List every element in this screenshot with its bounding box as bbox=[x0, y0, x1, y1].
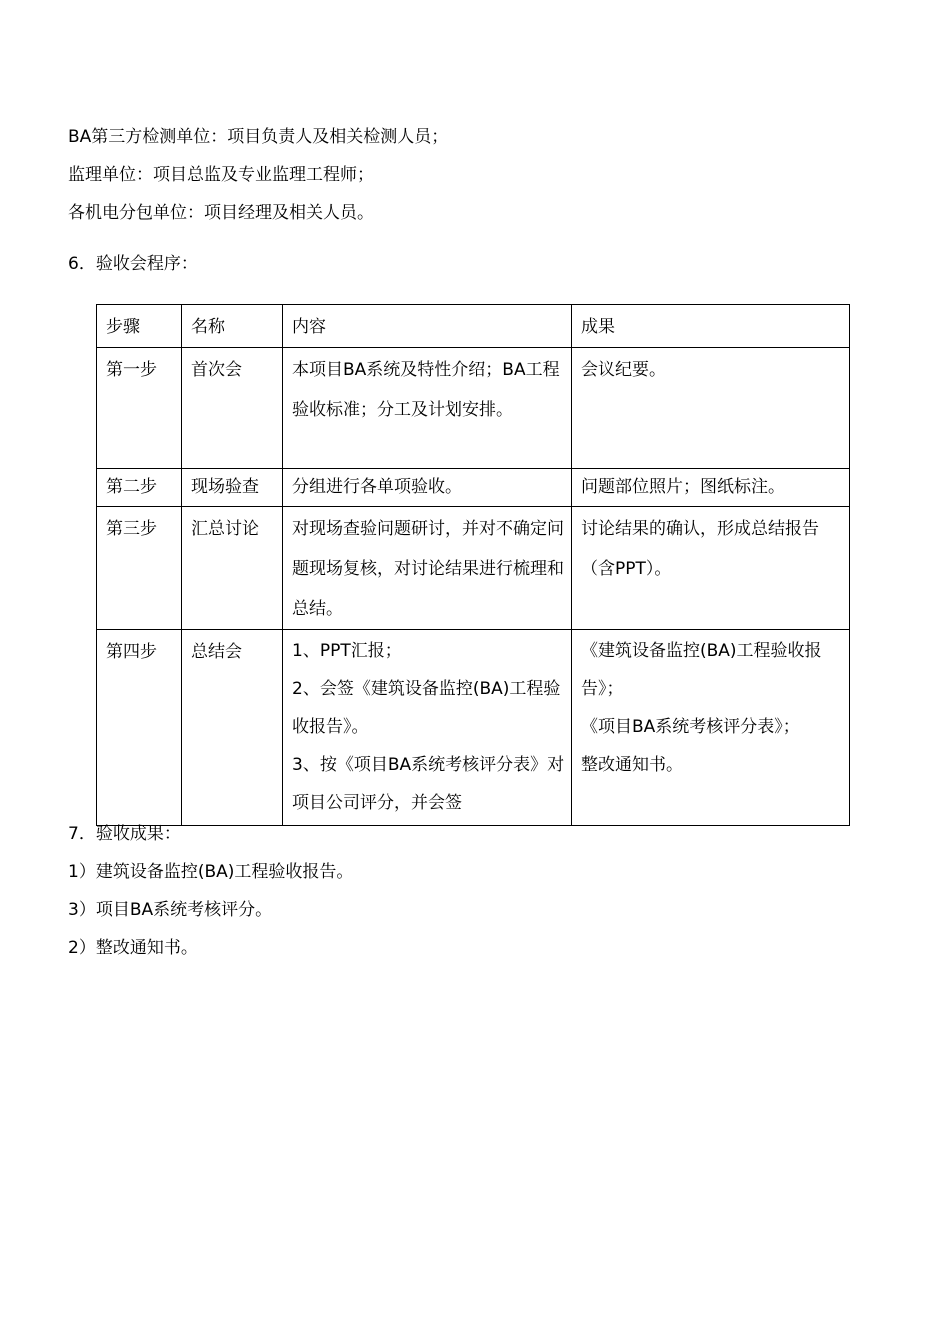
row-content-line: 1、PPT汇报； bbox=[292, 641, 402, 661]
participant-line-3: 各机电分包单位：项目经理及相关人员。 bbox=[68, 203, 374, 223]
participant-line-2: 监理单位：项目总监及专业监理工程师； bbox=[68, 165, 374, 185]
row-result bbox=[572, 630, 850, 826]
row-step: 第二步 bbox=[97, 469, 182, 507]
row-result-line: 《项目BA系统考核评分表》； bbox=[581, 717, 800, 737]
header-content: 内容 bbox=[283, 305, 572, 348]
row-result bbox=[572, 507, 850, 630]
table-row bbox=[97, 630, 850, 826]
table-row bbox=[97, 348, 850, 469]
header-step: 步骤 bbox=[97, 305, 182, 348]
row-step: 第四步 bbox=[97, 630, 182, 826]
row-result-line: 讨论结果的确认，形成总结报告（含PPT）。 bbox=[581, 519, 819, 579]
row-result-line: 问题部位照片；图纸标注。 bbox=[581, 477, 785, 497]
row-content bbox=[283, 630, 572, 826]
row-result-line: 会议纪要。 bbox=[581, 360, 666, 380]
table-row bbox=[97, 469, 850, 507]
table-row bbox=[97, 507, 850, 630]
row-name: 总结会 bbox=[182, 630, 283, 826]
row-content bbox=[283, 469, 572, 507]
result-item-3: 2）整改通知书。 bbox=[68, 938, 198, 958]
row-content bbox=[283, 348, 572, 469]
row-content-line: 本项目BA系统及特性介绍；BA工程验收标准；分工及计划安排。 bbox=[292, 360, 560, 420]
row-name: 汇总讨论 bbox=[182, 507, 283, 630]
row-name: 现场验查 bbox=[182, 469, 283, 507]
result-item-2: 3）项目BA系统考核评分。 bbox=[68, 900, 273, 920]
header-result: 成果 bbox=[572, 305, 850, 348]
row-step: 第三步 bbox=[97, 507, 182, 630]
row-result bbox=[572, 348, 850, 469]
row-step: 第一步 bbox=[97, 348, 182, 469]
header-name: 名称 bbox=[182, 305, 283, 348]
row-content-line: 3、按《项目BA系统考核评分表》对项目公司评分，并会签 bbox=[292, 755, 565, 813]
row-content-line: 2、会签《建筑设备监控(BA)工程验收报告》。 bbox=[292, 679, 561, 737]
row-content-line: 对现场查验问题研讨，并对不确定问题现场复核，对讨论结果进行梳理和总结。 bbox=[292, 519, 564, 619]
section-7-heading: 7．验收成果： bbox=[68, 824, 181, 844]
row-content-line: 分组进行各单项验收。 bbox=[292, 477, 462, 497]
section-6-heading: 6．验收会程序： bbox=[68, 254, 198, 274]
row-name: 首次会 bbox=[182, 348, 283, 469]
table-header-row bbox=[97, 305, 850, 348]
row-result-line: 《建筑设备监控(BA)工程验收报告》； bbox=[581, 641, 822, 699]
row-result bbox=[572, 469, 850, 507]
participant-line-1: BA第三方检测单位：项目负责人及相关检测人员； bbox=[68, 127, 449, 147]
result-item-1: 1）建筑设备监控(BA)工程验收报告。 bbox=[68, 862, 354, 882]
row-content bbox=[283, 507, 572, 630]
row-result-line: 整改通知书。 bbox=[581, 755, 683, 775]
procedure-table bbox=[96, 304, 850, 826]
